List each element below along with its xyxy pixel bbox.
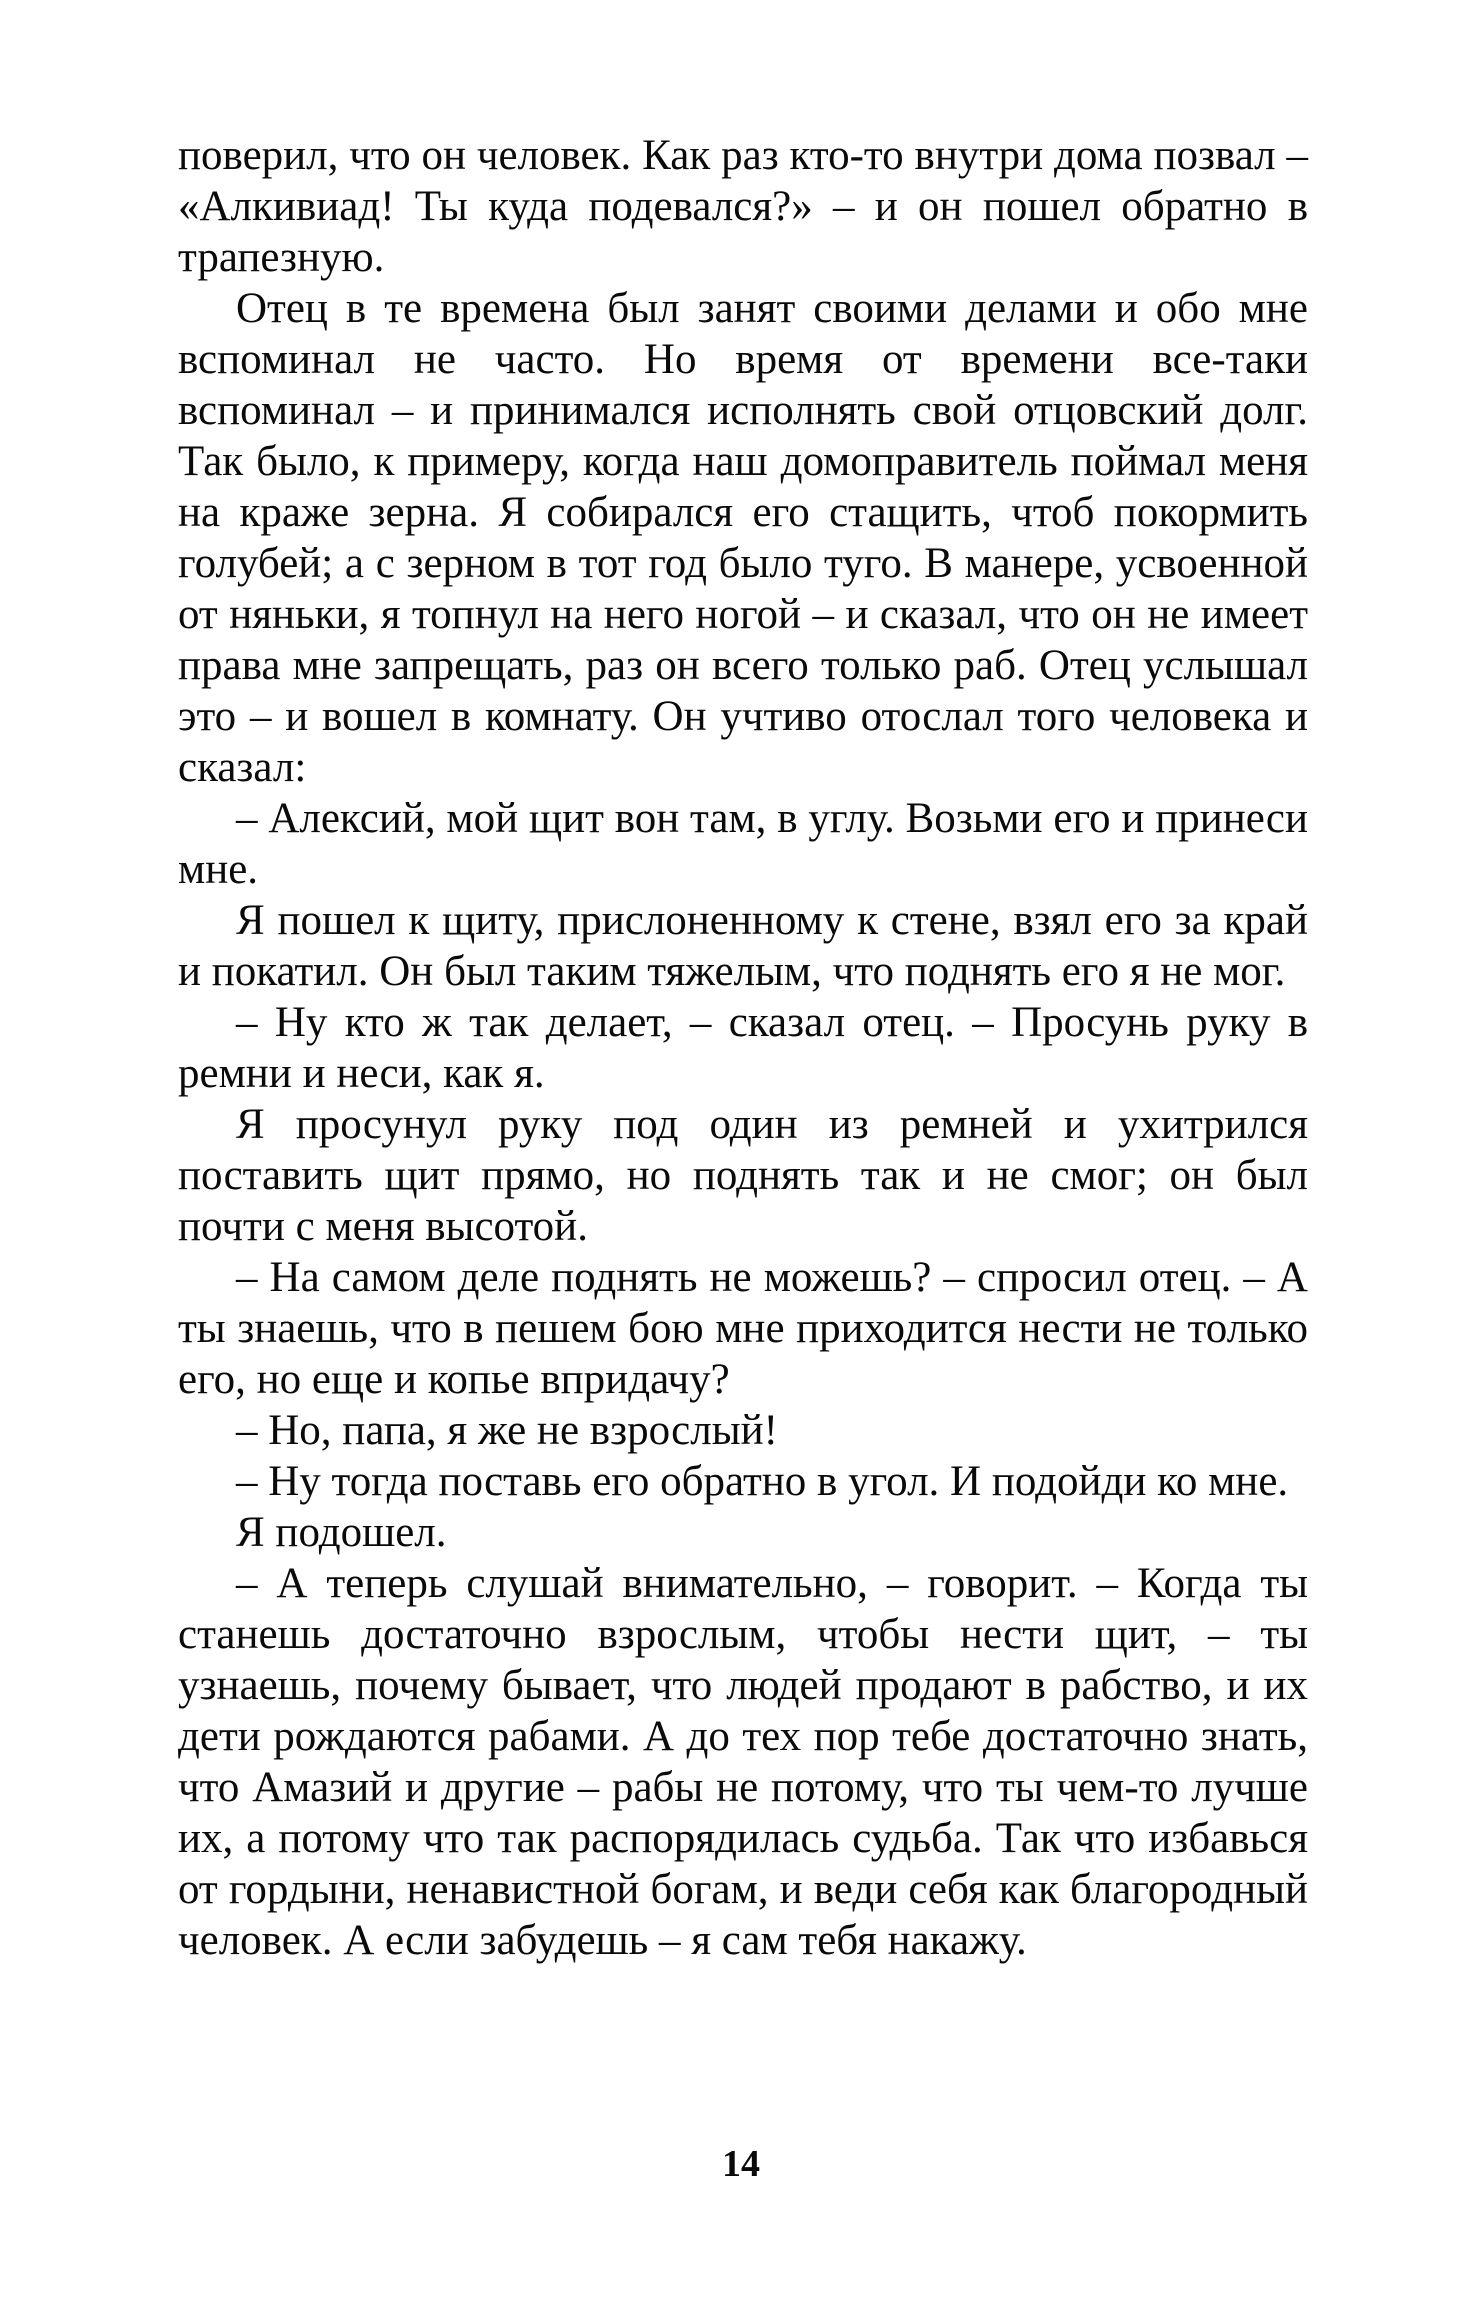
paragraph: Я пошел к щиту, прислоненному к стене, взял его за край и покатил. Он был таким тяжелым, что поднять его я не мог. (178, 897, 1308, 995)
paragraph: – Алексий, мой щит вон там, в углу. Возьми его и принеси мне. (178, 795, 1308, 893)
paragraph: поверил, что он человек. Как раз кто-то внутри дома позвал – «Алкивиад! Ты куда подевался?» – и он пошел обратно в трапезную. (178, 132, 1308, 281)
page-number: 14 (722, 2143, 760, 2185)
paragraph: Я просунул руку под один из ремней и ухитрился поставить щит прямо, но поднять так и не смог; он был почти с меня высотой. (178, 1101, 1308, 1250)
paragraph: – Ну кто ж так делает, – сказал отец. – Просунь руку в ремни и неси, как я. (178, 999, 1308, 1097)
page-body (178, 130, 1308, 1966)
paragraph: – На самом деле поднять не можешь? – спросил отец. – А ты знаешь, что в пешем бою мне приходится нести не только его, но еще и копье впридачу? (178, 1254, 1308, 1403)
paragraph: Отец в те времена был занят своими делами и обо мне вспоминал не часто. Но время от времени все-таки вспоминал – и принимался исполнять свой отцовский долг. Так было, к примеру, когда наш домоправитель поймал меня на краже зерна. Я собирался его стащить, чтоб покормить голубей; а с зерном в тот год было туго. В манере, усвоенной от няньки, я топнул на него ногой – и сказал, что он не имеет права мне запрещать, раз он всего только раб. Отец услышал это – и вошел в комнату. Он учтиво отослал того человека и сказал: (178, 285, 1308, 791)
paragraph: – Ну тогда поставь его обратно в угол. И подойди ко мне. (236, 1458, 1289, 1505)
paragraph: – Но, папа, я же не взрослый! (236, 1407, 778, 1454)
paragraph: Я подошел. (236, 1509, 447, 1556)
paragraph: – А теперь слушай внимательно, – говорит. – Когда ты станешь достаточно взрослым, чтобы нести щит, – ты узнаешь, почему бывает, что людей продают в рабство, и их дети рождаются рабами. А до тех пор тебе достаточно знать, что Амазий и другие – рабы не потому, что ты чем-то лучше их, а потому что так распорядилась судьба. Так что избавься от гордыни, ненавистной богам, и веди себя как благородный человек. А если забудешь – я сам тебя накажу. (178, 1560, 1308, 1964)
